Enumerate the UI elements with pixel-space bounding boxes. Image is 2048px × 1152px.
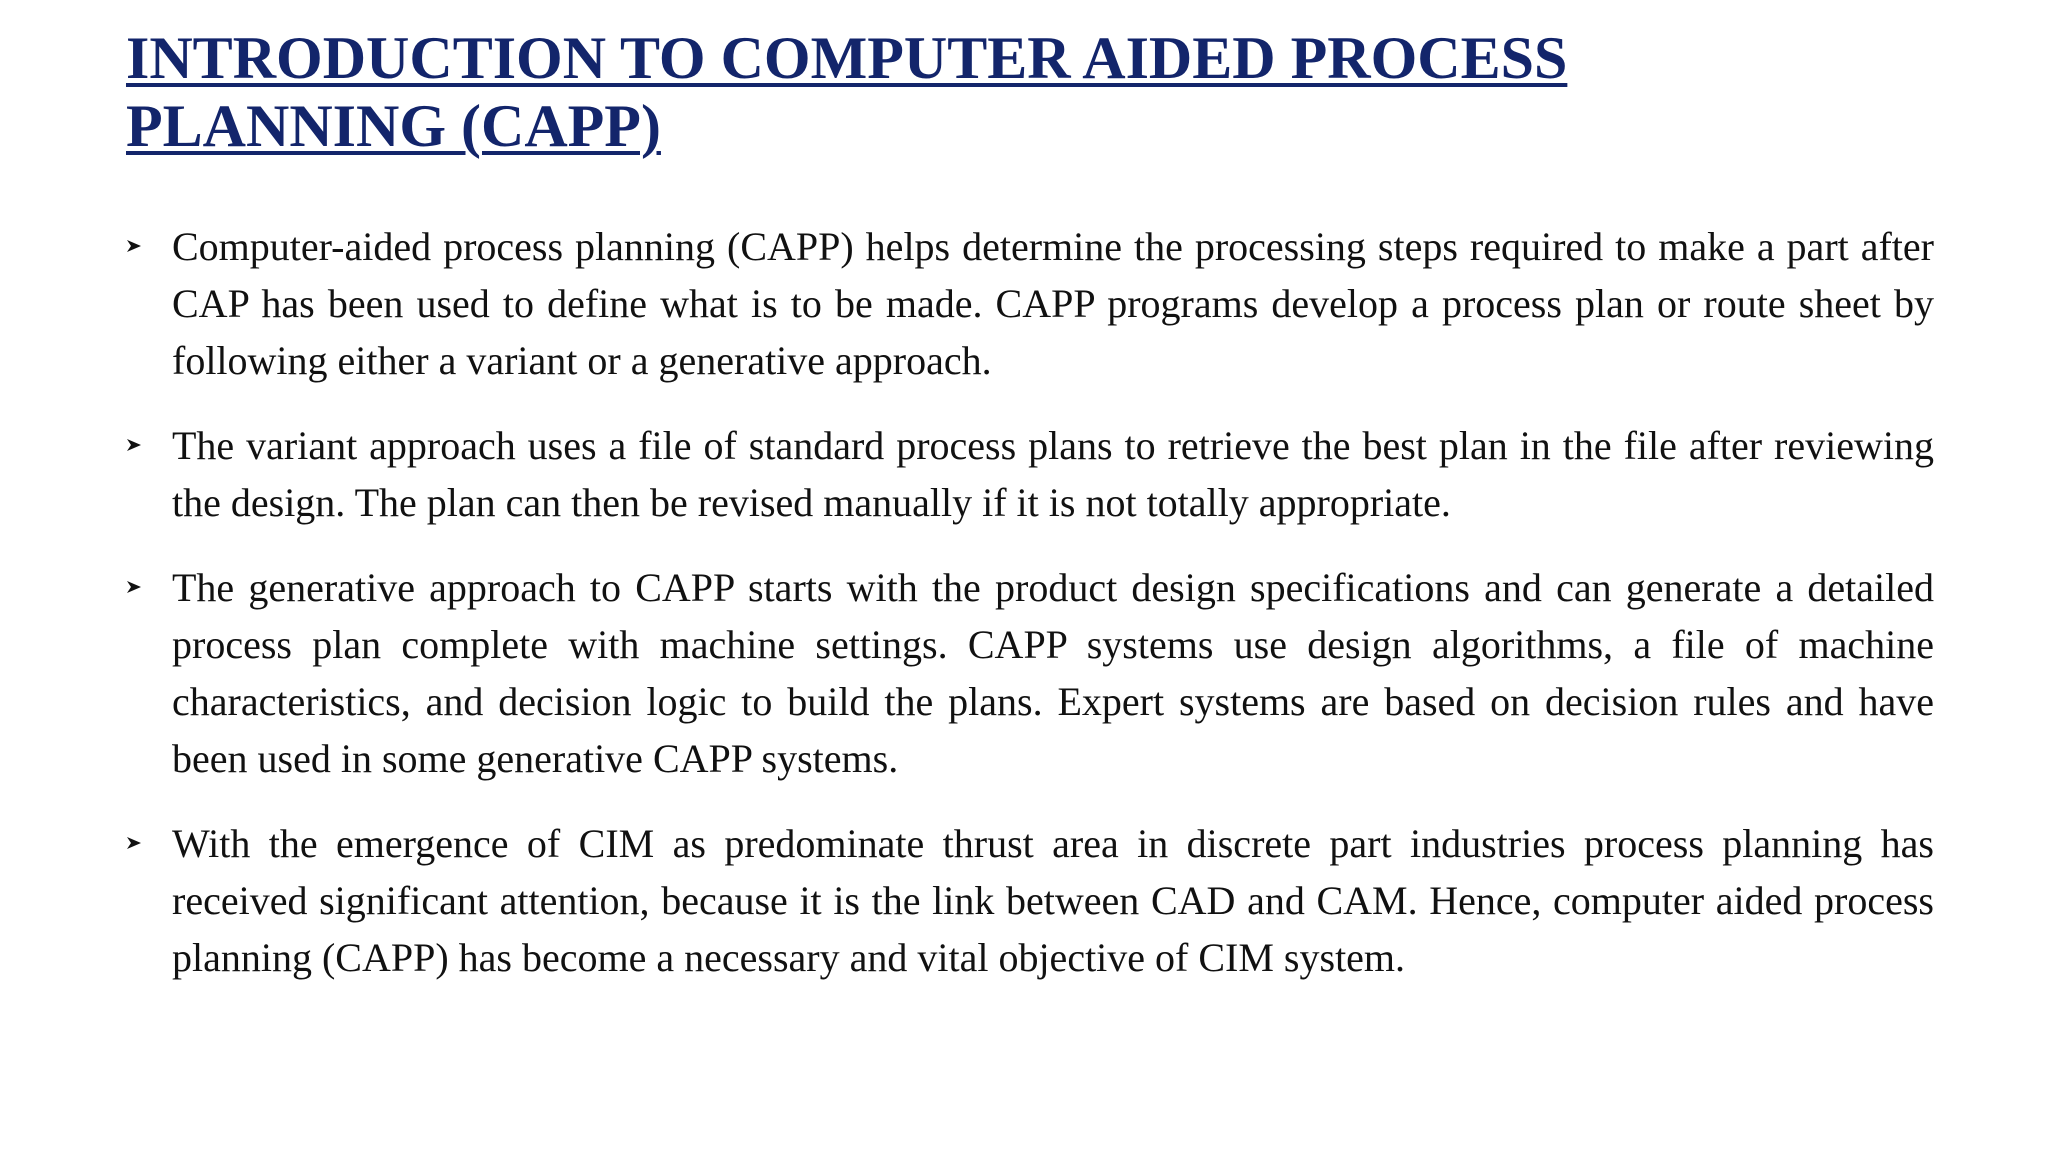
bullet-text: The variant approach uses a file of standard process plans to retrieve the best plan in the file after reviewing the design. The plan can then be revised manually if it is not totally appropriate. [172, 423, 1934, 525]
bullet-text: With the emergence of CIM as predominate thrust area in discrete part industries process planning has received significant attention, because it is the link between CAD and CAM. Hence, computer aided process planning (CAPP) has become a necessary and vital objective of CIM system. [172, 821, 1934, 980]
arrowhead-bullet-icon [126, 238, 142, 254]
arrowhead-bullet-icon [126, 835, 142, 851]
bullet-text: Computer-aided process planning (CAPP) helps determine the processing steps required to make a part after CAP has been used to define what is to be made. CAPP programs develop a process plan or route sheet by following either a variant or a generative approach. [172, 224, 1934, 383]
bullet-list [126, 218, 1934, 1014]
bullet-item-3 [126, 559, 1934, 787]
slide-title: INTRODUCTION TO COMPUTER AIDED PROCESS PLANNING (CAPP) [126, 25, 1568, 159]
bullet-item-1 [126, 218, 1934, 389]
bullet-item-2 [126, 417, 1934, 531]
bullet-item-4 [126, 815, 1934, 986]
arrowhead-bullet-icon [126, 437, 142, 453]
arrowhead-bullet-icon [126, 579, 142, 595]
bullet-text: The generative approach to CAPP starts with the product design specifications and can generate a detailed process plan complete with machine settings. CAPP systems use design algorithms, a file of machine characteristics, and decision logic to build the plans. Expert systems are based on decision rules and have been used in some generative CAPP systems. [172, 565, 1934, 781]
